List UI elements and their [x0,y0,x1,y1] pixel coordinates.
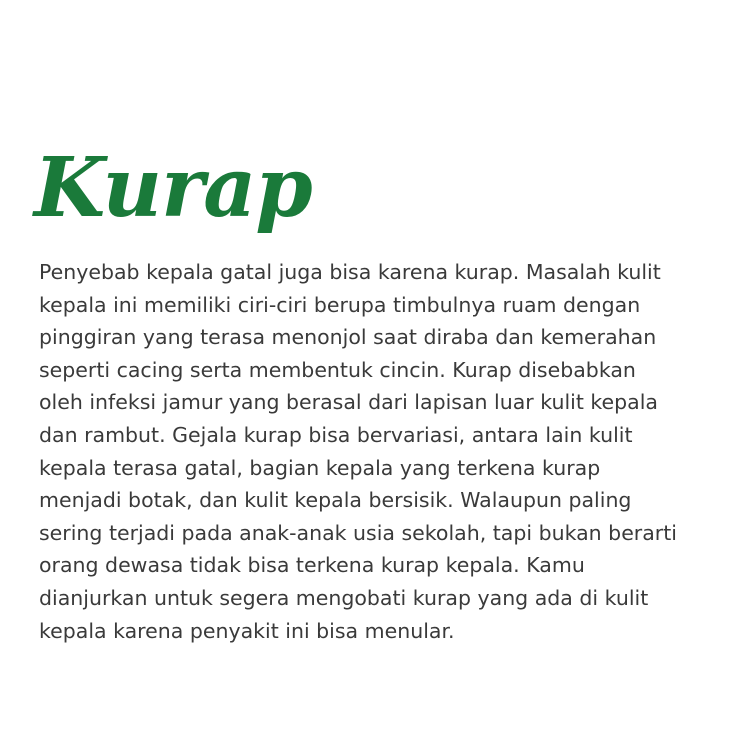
paragraph-line: orang dewasa tidak bisa terkena kurap kepala. Kamu [39,553,585,578]
paragraph-line: pinggiran yang terasa menonjol saat diraba dan kemerahan [39,325,657,350]
paragraph-line: sering terjadi pada anak-anak usia sekolah, tapi bukan berarti [39,520,677,545]
paragraph-line: dan rambut. Gejala kurap bisa bervariasi, antara lain kulit [39,422,633,447]
body-paragraph [39,256,729,647]
paragraph-line: kepala terasa gatal, bagian kepala yang terkena kurap [39,455,601,480]
paragraph-line: oleh infeksi jamur yang berasal dari lapisan luar kulit kepala [39,390,658,415]
page-title: Kurap [34,140,312,236]
paragraph-line: kepala ini memiliki ciri-ciri berupa timbulnya ruam dengan [39,292,641,317]
paragraph-line: Penyebab kepala gatal juga bisa karena kurap. Masalah kulit [39,260,661,284]
paragraph-line: seperti cacing serta membentuk cincin. Kurap disebabkan [39,357,636,382]
paragraph-line: dianjurkan untuk segera mengobati kurap yang ada di kulit [39,585,649,610]
paragraph-line: kepala karena penyakit ini bisa menular. [39,618,455,643]
paragraph-line: menjadi botak, dan kulit kepala bersisik. Walaupun paling [39,488,632,513]
